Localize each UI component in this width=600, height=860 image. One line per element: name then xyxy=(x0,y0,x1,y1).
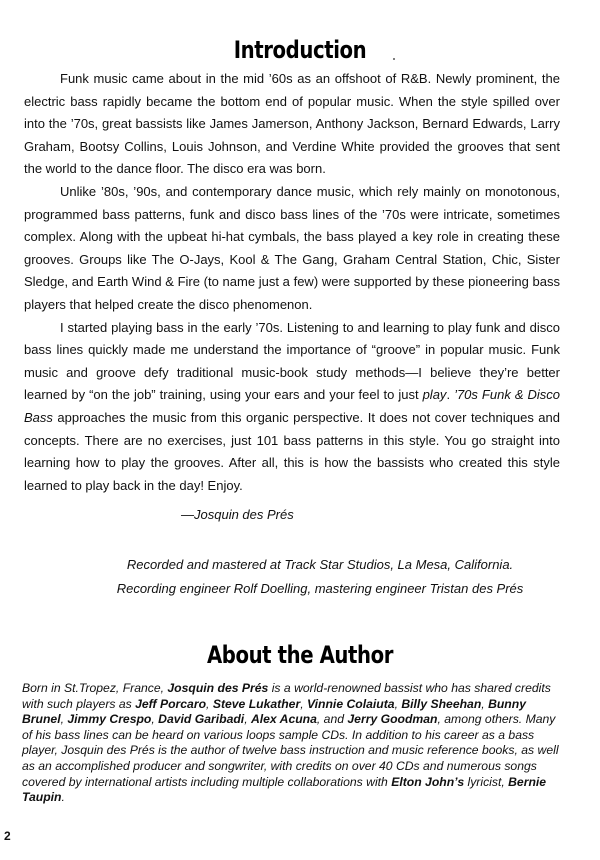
collaborator-name: Jimmy Crespo xyxy=(67,712,152,727)
collaborator-name: Bernie Taupin xyxy=(22,774,547,805)
bio-text: , xyxy=(60,712,68,727)
about-author-heading: About the Author xyxy=(206,641,394,669)
intro-paragraph-1-text: Funk music came about in the mid ’60s as an offshoot of R&B. Newly prominent, the electric bass rapidly became the bottom end of popular music. When the style spilled over into the ’70s, great bassists like James Jamerson, Anthony Jackson, Bernard Edwards, Larry Graham, Bootsy Collins, Louis Johnson, and Verdine White provided the grooves that sent the world to the dance floor. The disco era was born. xyxy=(24,71,560,177)
bio-text: , xyxy=(151,712,159,727)
bio-text: , xyxy=(394,696,402,711)
signature: —Josquin des Prés xyxy=(181,507,294,522)
bio-text: is a world-renowned bassist who has shared credits with such players as xyxy=(22,681,551,711)
intro-paragraph-2-text: Unlike ’80s, ’90s, and contemporary dance music, which rely mainly on monotonous, programmed bass patterns, funk and disco bass lines of the ’70s were intricate, sometimes complex. Along with the upbeat hi-hat cymbals, the bass played a key role in creating these grooves. Groups like The O-Jays, Kool & The Gang, Graham Central Station, Chic, Sister Sledge, and Earth Wind & Fire (to name just a few) were supported by these pioneering bass players that helped create the disco phenomenon. xyxy=(24,183,560,312)
collaborator-name: Bunny Brunel xyxy=(22,696,526,727)
bio-text: , xyxy=(206,696,213,711)
collaborator-name: Jeff Porcaro xyxy=(135,696,207,711)
collaborator-name: Vinnie Colaiuta xyxy=(306,696,395,711)
collaborator-name: Elton John’s xyxy=(391,774,465,789)
collaborator-name: Alex Acuna xyxy=(250,712,317,727)
credits-line-1: Recorded and mastered at Track Star Studios, La Mesa, California. xyxy=(126,557,514,572)
intro-paragraph-3 xyxy=(24,317,560,498)
author-name: Josquin des Prés xyxy=(167,681,269,695)
introduction-heading: Introduction xyxy=(233,36,367,64)
bio-text: , xyxy=(300,696,307,711)
bio-text: , xyxy=(244,712,251,727)
bio-text: Born in St.Tropez, France, xyxy=(22,681,168,695)
credits-line-2: Recording engineer Rolf Doelling, mastering engineer Tristan des Prés xyxy=(116,581,524,596)
collaborator-name: Steve Lukather xyxy=(212,696,301,711)
recording-credits xyxy=(0,553,600,601)
intro-paragraph-2 xyxy=(24,181,560,317)
page-number: 2 xyxy=(4,829,11,843)
bio-text: , and xyxy=(316,712,348,727)
bio-text: lyricist, xyxy=(464,774,509,789)
author-bio xyxy=(22,681,567,806)
intro-paragraph-3-text-c: approaches the music from this organic perspective. It does not cover techniques and concepts. There are no exercises, just 101 bass patterns in this style. You go straight into learning how to play the grooves. After all, this is how the bassists who created this style learned to play back in the day! Enjoy. xyxy=(24,409,560,493)
intro-paragraph-1 xyxy=(24,68,560,181)
bio-text: . xyxy=(61,790,65,805)
bio-text: , xyxy=(481,696,489,711)
introduction-body xyxy=(24,68,560,497)
book-title: ’70s Funk & Disco Bass xyxy=(24,387,560,425)
collaborator-name: Jerry Goodman xyxy=(347,712,438,727)
collaborator-name: Billy Sheehan xyxy=(401,696,482,711)
emphasis-play: play xyxy=(422,387,447,403)
collaborator-name: David Garibadi xyxy=(158,712,245,727)
bio-text: , among others. Many of his bass lines can be heard on various loops sample CDs. In addition to his career as a bass player, Josquin des Prés is the author of twelve bass instruction and music reference books, as well as an accomplished producer and songwriter, with credits on over 40 CDs and numerous songs covered by international artists including multiple collaborations with xyxy=(22,712,559,789)
intro-paragraph-3-text-b: . xyxy=(446,387,455,403)
intro-paragraph-3-text-a: I started playing bass in the early ’70s. Listening to and learning to play funk and disco bass lines quickly made me understand the importance of “groove” in popular music. Funk music and groove defy traditional music-book study methods—I believe they’re better learned by “on the job” training, using your ears and your feel to just xyxy=(24,319,560,403)
